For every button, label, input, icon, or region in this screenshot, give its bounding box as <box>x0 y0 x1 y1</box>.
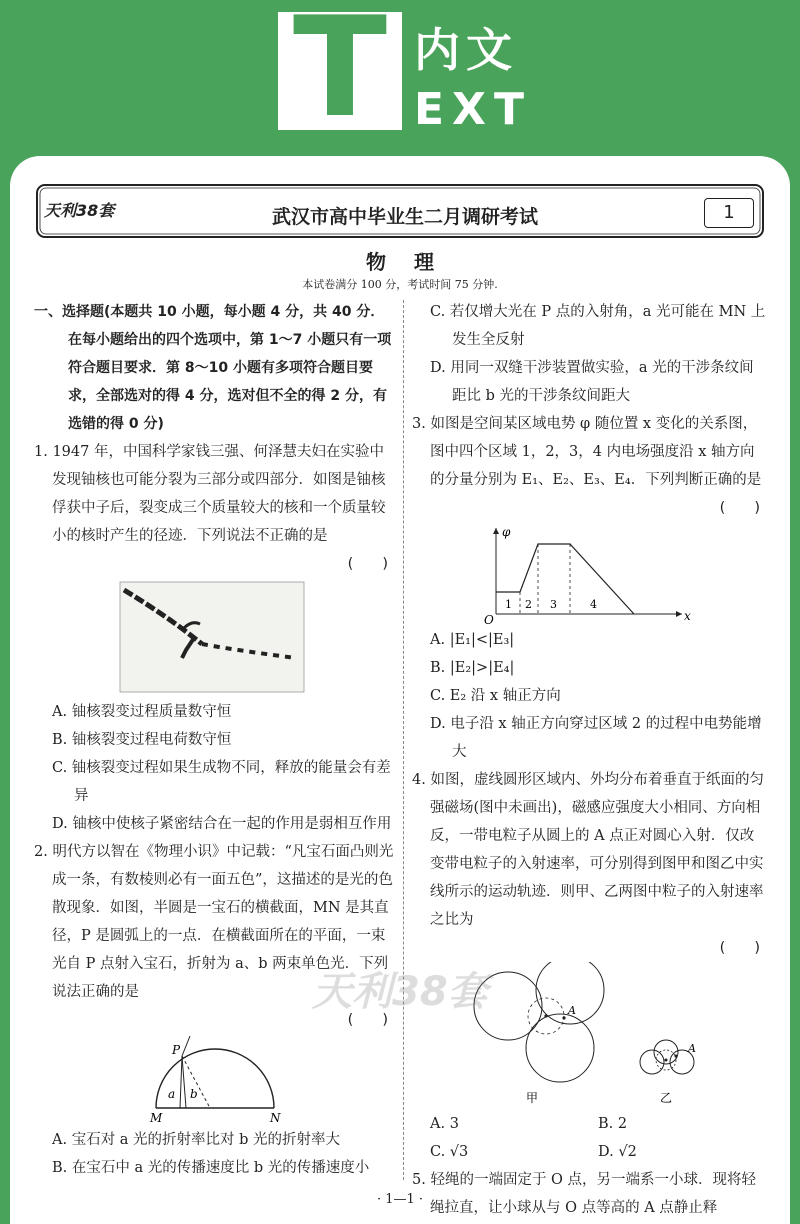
q1-fission-track-photo <box>34 578 396 698</box>
exam-note: 本试卷满分 100 分，考试时间 75 分钟. <box>302 278 498 291</box>
q3-region-1: 1 <box>505 598 512 611</box>
q3-option-d: D. 电子沿 x 轴正方向穿过区域 2 的过程中电势能增大 <box>430 716 762 760</box>
q3-answer-bracket: ( ) <box>719 500 760 516</box>
section-heading: 一、选择题(本题共 10 小题，每小题 4 分，共 40 分．在每小题给出的四个选项中，第 1～7 小题只有一项符合题目要求．第 8～10 小题有多项符合题目要求，全部选对的得 4 分，选对但不全的得 2 分，有选错的得 0 分) <box>34 304 392 432</box>
q2-label-b: b <box>190 1087 198 1101</box>
page-footer: · 1—1 · <box>376 1192 424 1207</box>
logo-t-box <box>278 0 402 148</box>
logo-t-letter: T <box>292 0 388 148</box>
q3-axis-x-label: x <box>684 609 691 623</box>
q2-label-p: P <box>172 1043 181 1057</box>
q2-option-b: B. 在宝石中 a 光的传播速度比 b 光的传播速度小 <box>52 1160 370 1176</box>
right-column <box>412 298 768 1222</box>
q3-potential-graph <box>412 522 768 626</box>
q3-stem: 3. 如图是空间某区域电势 φ 随位置 x 变化的关系图，图中四个区域 1，2，3，4 内电场强度沿 x 轴方向的分量分别为 E₁、E₂、E₃、E₄．下列判断正确的是 <box>412 416 762 488</box>
q4-option-d: D. √2 <box>598 1144 637 1160</box>
q4-option-a: A. 3 <box>430 1116 459 1132</box>
q2-label-n: N <box>270 1111 281 1125</box>
q5-stem: 5. 轻绳的一端固定于 O 点，另一端系一小球．现将轻绳拉直，让小球从与 O 点等高的 A 点静止释 <box>412 1172 757 1216</box>
q2-option-c: C. 若仅增大光在 P 点的入射角，a 光可能在 MN 上发生全反射 <box>430 304 766 348</box>
q1-option-d: D. 铀核中使核子紧密结合在一起的作用是弱相互作用 <box>52 816 392 832</box>
watermark: 天利38套 <box>312 969 488 1015</box>
q4-label-a-right: A <box>688 1042 696 1055</box>
q4-stem: 4. 如图，虚线圆形区域内、外均分布着垂直于纸面的匀强磁场(图中未画出)，磁感应强度大小相同、方向相反，一带电粒子从圆上的 A 点正对圆心入射．仅改变带电粒子的入射速率，可分别得到图甲和图乙中实线所示的运动轨迹．则甲、乙两图中粒子的入射速率之比为 <box>412 772 764 928</box>
q3-region-4: 4 <box>590 598 597 611</box>
left-column <box>34 298 396 1182</box>
q3-option-a: A. |E₁|<|E₃| <box>430 632 515 648</box>
q3-axis-y-label: φ <box>502 525 511 539</box>
q4-fig-jia: 甲 <box>526 1091 539 1105</box>
banner-cn-title: 内文 <box>414 23 518 77</box>
q1-option-a: A. 铀核裂变过程质量数守恒 <box>52 704 232 720</box>
q2-option-d: D. 用同一双缝干涉装置做实验，a 光的干涉条纹间距比 b 光的干涉条纹间距大 <box>430 360 754 404</box>
q4-label-a-left: A <box>568 1004 576 1017</box>
q3-option-b: B. |E₂|>|E₄| <box>430 660 515 676</box>
q1-option-c: C. 铀核裂变过程如果生成物不同，释放的能量会有差异 <box>52 760 391 804</box>
q4-option-b: B. 2 <box>598 1116 628 1132</box>
q3-origin-label: O <box>484 613 494 626</box>
top-banner <box>0 0 800 170</box>
q2-label-a: a <box>168 1087 176 1101</box>
q1-option-b: B. 铀核裂变过程电荷数守恒 <box>52 732 232 748</box>
q4-answer-bracket: ( ) <box>719 940 760 956</box>
column-divider <box>403 300 404 1180</box>
q2-option-a: A. 宝石对 a 光的折射率比对 b 光的折射率大 <box>52 1132 341 1148</box>
q1-answer-bracket: ( ) <box>347 556 388 572</box>
exam-title: 武汉市高中毕业生二月调研考试 <box>271 206 538 228</box>
q3-option-c: C. E₂ 沿 x 轴正方向 <box>430 688 561 704</box>
q4-options-row-2 <box>412 1138 768 1166</box>
subject-title: 物理 <box>366 250 462 274</box>
q2-label-m: M <box>150 1111 163 1125</box>
q2-stem: 2. 明代方以智在《物理小识》中记载：“凡宝石面凸则光成一条，有数棱则必有一面五色”，这描述的是光的色散现象．如图，半圆是一宝石的横截面，MN 是其直径，P 是圆弧上的一点．在横截面所在的平面，一束光自 P 点射入宝石，折射为 a、b 两束单色光．下列说法正确的是 <box>34 844 394 1000</box>
q1-stem: 1. 1947 年，中国科学家钱三强、何泽慧夫妇在实验中发现铀核也可能分裂为三部分或四部分．如图是铀核俘获中子后，裂变成三个质量较大的核和一个质量较小的核时产生的径迹．下列说法不正确的是 <box>34 444 386 544</box>
exam-number: 1 <box>704 198 754 228</box>
q3-region-2: 2 <box>525 598 532 611</box>
q4-fig-yi: 乙 <box>660 1091 673 1105</box>
q3-region-3: 3 <box>550 598 557 611</box>
q4-options-row-1 <box>412 1110 768 1138</box>
publisher-logo: 天利38套 <box>44 201 115 220</box>
q2-answer-bracket: ( ) <box>347 1012 388 1028</box>
q2-semicircle-diagram <box>34 1034 396 1126</box>
q4-option-c: C. √3 <box>430 1144 469 1160</box>
banner-en-title: EXT <box>414 84 532 135</box>
